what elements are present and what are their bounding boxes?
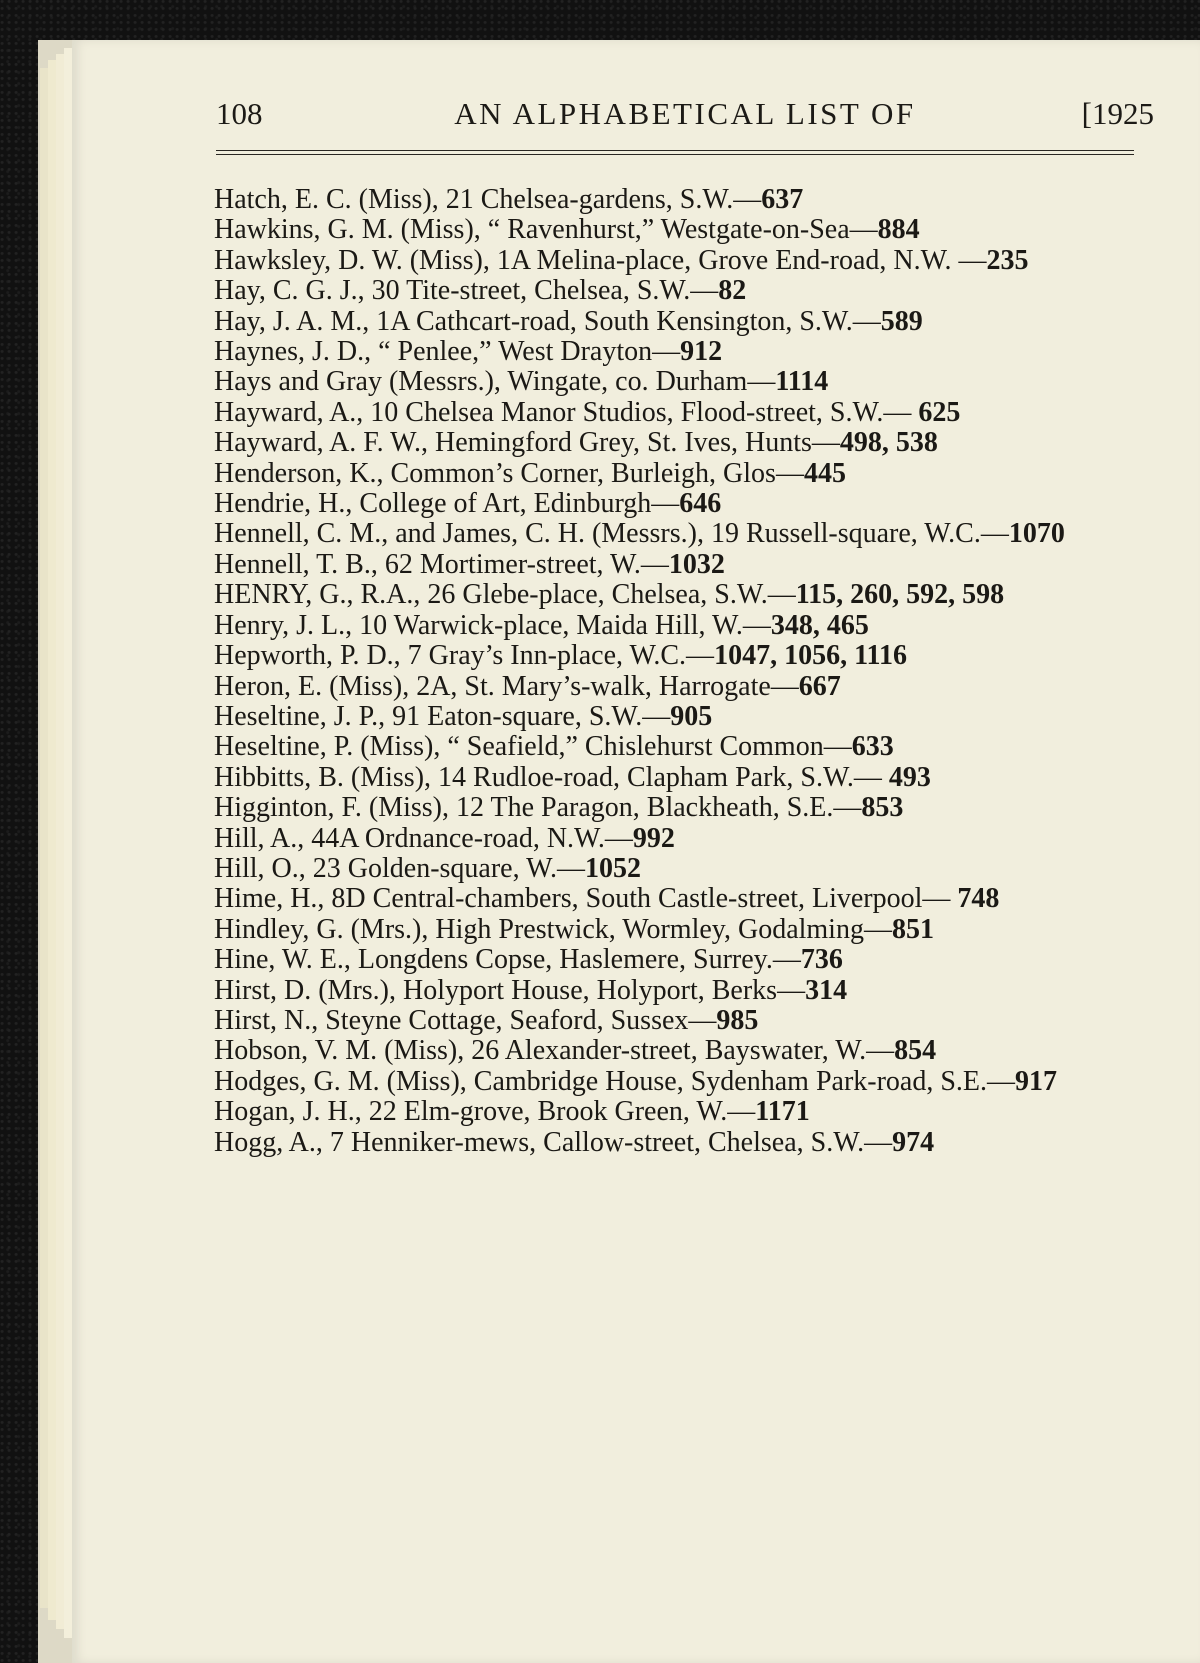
list-item: Hawkins, G. M. (Miss), “ Ravenhurst,” Westgate-on-Sea—884 (214, 214, 920, 246)
list-item: Hine, W. E., Longdens Copse, Haslemere, Surrey.—736 (214, 944, 843, 976)
page-title: AN ALPHABETICAL LIST OF (454, 96, 916, 131)
list-item: Hendrie, H., College of Art, Edinburgh—646 (214, 488, 722, 520)
list-item: Hibbitts, B. (Miss), 14 Rudloe-road, Clapham Park, S.W.— 493 (214, 761, 931, 793)
header-year: [1925 (1081, 96, 1154, 131)
list-item: Hennell, T. B., 62 Mortimer-street, W.—1032 (214, 548, 725, 580)
list-item: Henry, J. L., 10 Warwick-place, Maida Hill, W.—348, 465 (214, 609, 869, 641)
list-item: Hay, C. G. J., 30 Tite-street, Chelsea, S.W.—82 (214, 275, 747, 307)
list-item: Hogan, J. H., 22 Elm-grove, Brook Green, W.—1171 (214, 1096, 810, 1128)
list-item: Hindley, G. (Mrs.), High Prestwick, Wormley, Godalming—851 (214, 913, 934, 945)
list-item: Hime, H., 8D Central-chambers, South Castle-street, Liverpool— 748 (214, 883, 1000, 915)
header-double-rule (216, 150, 1134, 155)
list-item: Hobson, V. M. (Miss), 26 Alexander-street, Bayswater, W.—854 (214, 1035, 937, 1067)
list-item: Hatch, E. C. (Miss), 21 Chelsea-gardens, S.W.—637 (214, 184, 804, 215)
list-item: Higginton, F. (Miss), 12 The Paragon, Blackheath, S.E.—853 (214, 792, 904, 824)
list-item: HENRY, G., R.A., 26 Glebe-place, Chelsea, S.W.—115, 260, 592, 598 (214, 579, 1005, 611)
running-header (216, 96, 1154, 140)
list-item: Hirst, N., Steyne Cottage, Seaford, Sussex—985 (214, 1004, 759, 1036)
list-item: Hill, A., 44A Ordnance-road, N.W.—992 (214, 822, 675, 854)
list-item: Hayward, A. F. W., Hemingford Grey, St. Ives, Hunts—498, 538 (214, 427, 938, 459)
list-item: Heseltine, P. (Miss), “ Seafield,” Chislehurst Common—633 (214, 731, 894, 763)
list-item: Hennell, C. M., and James, C. H. (Messrs.), 19 Russell-square, W.C.—1070 (214, 518, 1065, 550)
entry-list (214, 185, 1150, 1158)
list-item: Hogg, A., 7 Henniker-mews, Callow-street, Chelsea, S.W.—974 (214, 1126, 935, 1158)
list-item: Haynes, J. D., “ Penlee,” West Drayton—912 (214, 336, 723, 368)
list-item: Hill, O., 23 Golden-square, W.—1052 (214, 852, 641, 884)
list-item: Henderson, K., Common’s Corner, Burleigh, Glos—445 (214, 457, 846, 489)
list-item: Heseltine, J. P., 91 Eaton-square, S.W.—905 (214, 700, 713, 732)
list-item: Hayward, A., 10 Chelsea Manor Studios, Flood-street, S.W.— 625 (214, 396, 961, 428)
list-item: Hawksley, D. W. (Miss), 1A Melina-place, Grove End-road, N.W. —235 (214, 244, 1029, 276)
page-number: 108 (216, 96, 263, 131)
list-item: Hay, J. A. M., 1A Cathcart-road, South Kensington, S.W.—589 (214, 305, 923, 337)
list-item: Heron, E. (Miss), 2A, St. Mary’s-walk, Harrogate—667 (214, 670, 841, 702)
book-page (72, 40, 1200, 1663)
list-item: Hirst, D. (Mrs.), Holyport House, Holyport, Berks—314 (214, 974, 848, 1006)
list-item: Hodges, G. M. (Miss), Cambridge House, Sydenham Park-road, S.E.—917 (214, 1065, 1058, 1097)
list-item: Hays and Gray (Messrs.), Wingate, co. Durham—1114 (214, 366, 829, 398)
list-item: Hepworth, P. D., 7 Gray’s Inn-place, W.C.—1047, 1056, 1116 (214, 640, 907, 672)
